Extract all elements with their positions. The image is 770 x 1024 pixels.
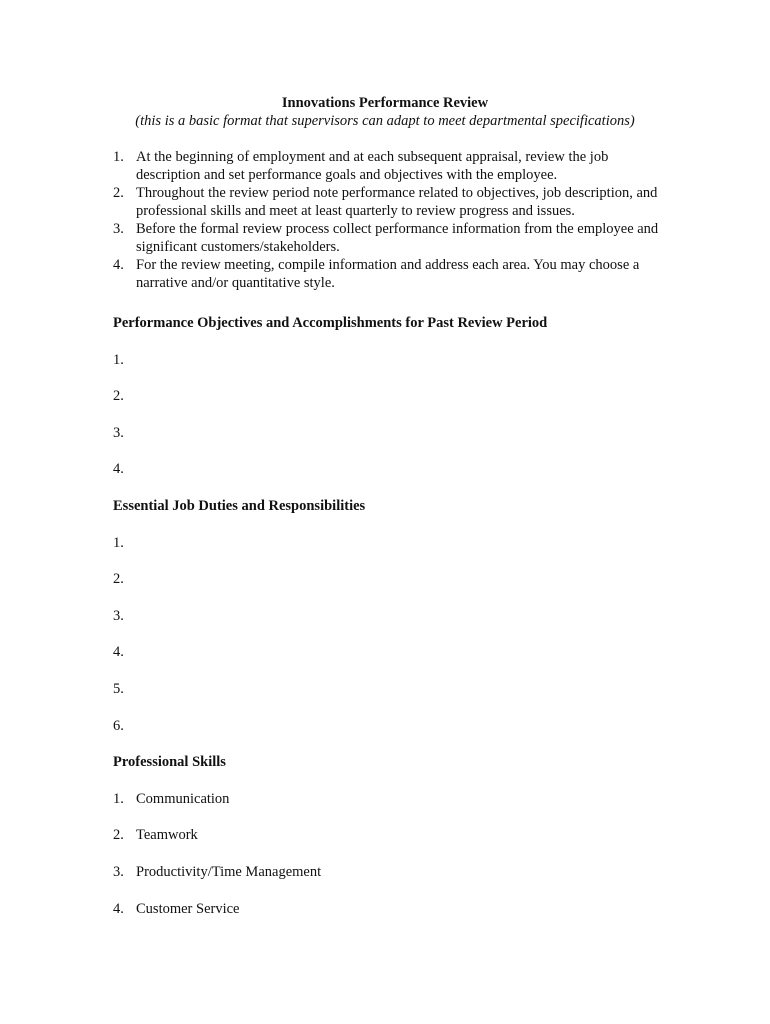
document-title: Innovations Performance Review [281,95,489,111]
skill-number: 3. [113,864,124,880]
duty-entry: 2. [113,571,124,587]
objective-entry: 3. [113,425,124,441]
duty-entry: 5. [113,681,124,697]
objectives-heading: Performance Objectives and Accomplishments for Past Review Period [113,315,548,331]
skill-label: Productivity/Time Management [136,864,322,880]
skill-label: Customer Service [136,901,240,917]
instruction-item [113,184,673,220]
duty-entry: 4. [113,644,124,660]
skill-item [113,900,240,918]
skill-number: 4. [113,901,124,917]
instructions-list [113,148,673,292]
duties-heading: Essential Job Duties and Responsibilities [113,498,366,514]
instruction-number: 2. [113,185,124,201]
skill-item [113,790,229,808]
instruction-number: 1. [113,149,124,165]
instruction-text: At the beginning of employment and at each subsequent appraisal, review the job description and set performance goals and objectives with the employee. [136,149,609,183]
instruction-text: For the review meeting, compile information and address each area. You may choose a narrative and/or quantitative style. [136,257,640,291]
skill-item [113,826,198,844]
skill-label: Teamwork [136,827,198,843]
skills-heading: Professional Skills [113,754,226,770]
document-subtitle: (this is a basic format that supervisors can adapt to meet departmental specifications) [135,113,635,129]
objective-entry: 2. [113,388,124,404]
instruction-number: 3. [113,221,124,237]
objective-entry: 4. [113,461,124,477]
skill-number: 1. [113,791,124,807]
instruction-item [113,148,673,184]
instruction-number: 4. [113,257,124,273]
instruction-text: Throughout the review period note performance related to objectives, job description, and professional skills and meet at least quarterly to review progress and issues. [136,185,658,219]
instruction-item [113,256,673,292]
duty-entry: 6. [113,718,124,734]
skill-label: Communication [136,791,230,807]
instruction-item [113,220,673,256]
skill-item [113,863,321,881]
instruction-text: Before the formal review process collect performance information from the employee and significant customers/stakeholders. [136,221,659,255]
objective-entry: 1. [113,352,124,368]
duty-entry: 3. [113,608,124,624]
skill-number: 2. [113,827,124,843]
duty-entry: 1. [113,535,124,551]
